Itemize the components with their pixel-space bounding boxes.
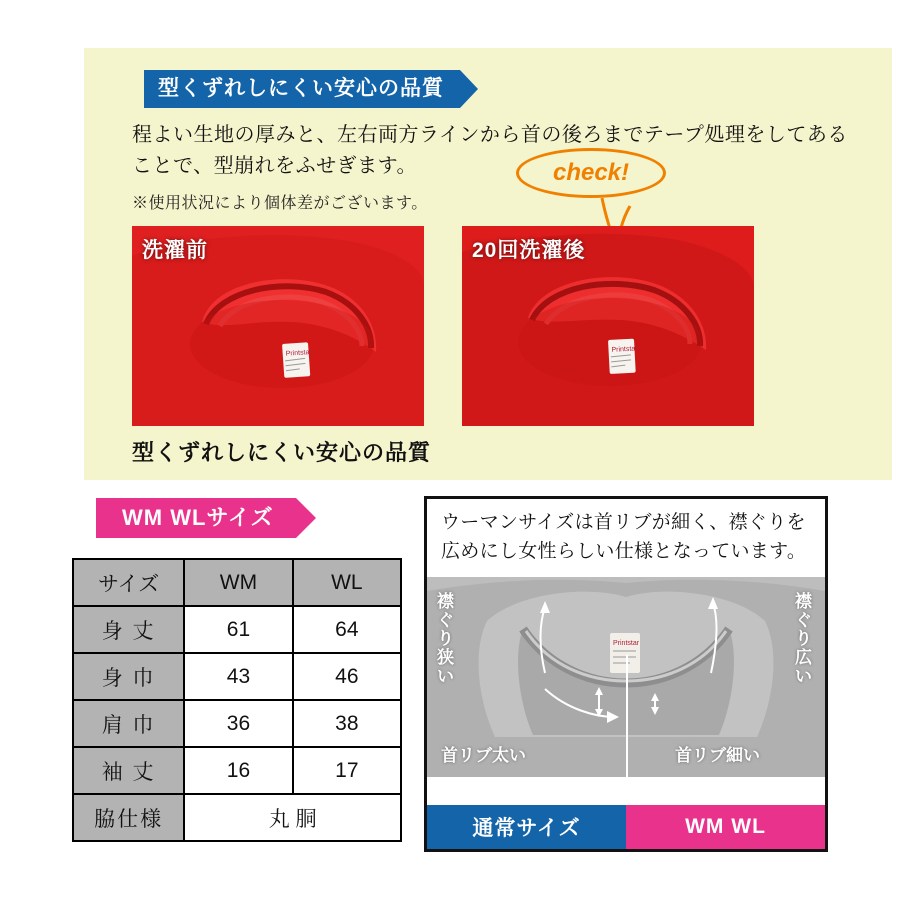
photo-before-wash bbox=[132, 226, 424, 426]
row-label: 身 丈 bbox=[73, 606, 184, 653]
table-row bbox=[73, 606, 401, 653]
table-row bbox=[73, 700, 401, 747]
table-row bbox=[73, 747, 401, 794]
left-neckline-label: 襟ぐり狭い bbox=[437, 592, 454, 686]
row-wl-value: 46 bbox=[293, 653, 401, 700]
svg-text:Printstar: Printstar bbox=[611, 345, 638, 354]
row-wm-value: 43 bbox=[184, 653, 292, 700]
quality-note-text: ※使用状況により個体差がございます。 bbox=[132, 195, 428, 212]
table-header-row bbox=[73, 559, 401, 606]
neck-description: ウーマンサイズは首リブが細く、襟ぐりを広めにし女性らしい仕様となっています。 bbox=[441, 512, 807, 562]
quality-ribbon-title: 型くずれしにくい安心の品質 bbox=[144, 70, 460, 108]
photo-after-wash bbox=[462, 226, 754, 426]
table-header-wm: WM bbox=[184, 559, 292, 606]
neck-comparison-block bbox=[424, 496, 828, 852]
neck-photo-divider bbox=[626, 655, 628, 777]
left-rib-label: 首リブ太い bbox=[441, 746, 526, 765]
table-header-size: サイズ bbox=[73, 559, 184, 606]
row-label: 肩 巾 bbox=[73, 700, 184, 747]
check-bubble-label: check! bbox=[552, 159, 630, 186]
row-label: 身 巾 bbox=[73, 653, 184, 700]
quality-panel bbox=[84, 48, 892, 480]
svg-text:Printstar: Printstar bbox=[613, 640, 640, 647]
size-table bbox=[72, 558, 402, 842]
svg-text:Printstar: Printstar bbox=[285, 348, 312, 358]
footer-label: 脇仕様 bbox=[73, 794, 184, 841]
row-label: 袖 丈 bbox=[73, 747, 184, 794]
size-ribbon-title: WM WLサイズ bbox=[96, 498, 296, 538]
tab-normal-size: 通常サイズ bbox=[427, 805, 626, 849]
quality-caption: 型くずれしにくい安心の品質 bbox=[132, 440, 432, 465]
right-neckline-label: 襟ぐり広い bbox=[795, 592, 812, 686]
quality-lead-text: 程よい生地の厚みと、左右両方ラインから首の後ろまでテープ処理をしてあることで、型崩れをふせぎます。 bbox=[132, 124, 848, 177]
photo-before-wash-label: 洗濯前 bbox=[142, 239, 208, 262]
row-wm-value: 36 bbox=[184, 700, 292, 747]
row-wl-value: 38 bbox=[293, 700, 401, 747]
neck-comparison-tabs bbox=[427, 805, 825, 849]
table-row bbox=[73, 653, 401, 700]
table-footer-row bbox=[73, 794, 401, 841]
tab-wm-wl-size: WM WL bbox=[626, 805, 825, 849]
footer-value: 丸 胴 bbox=[184, 794, 401, 841]
row-wl-value: 17 bbox=[293, 747, 401, 794]
photo-after-wash-label: 20回洗濯後 bbox=[472, 239, 586, 262]
check-bubble bbox=[516, 148, 666, 204]
row-wm-value: 16 bbox=[184, 747, 292, 794]
right-rib-label: 首リブ細い bbox=[675, 746, 760, 765]
row-wl-value: 64 bbox=[293, 606, 401, 653]
row-wm-value: 61 bbox=[184, 606, 292, 653]
table-header-wl: WL bbox=[293, 559, 401, 606]
neck-photo bbox=[427, 577, 825, 777]
